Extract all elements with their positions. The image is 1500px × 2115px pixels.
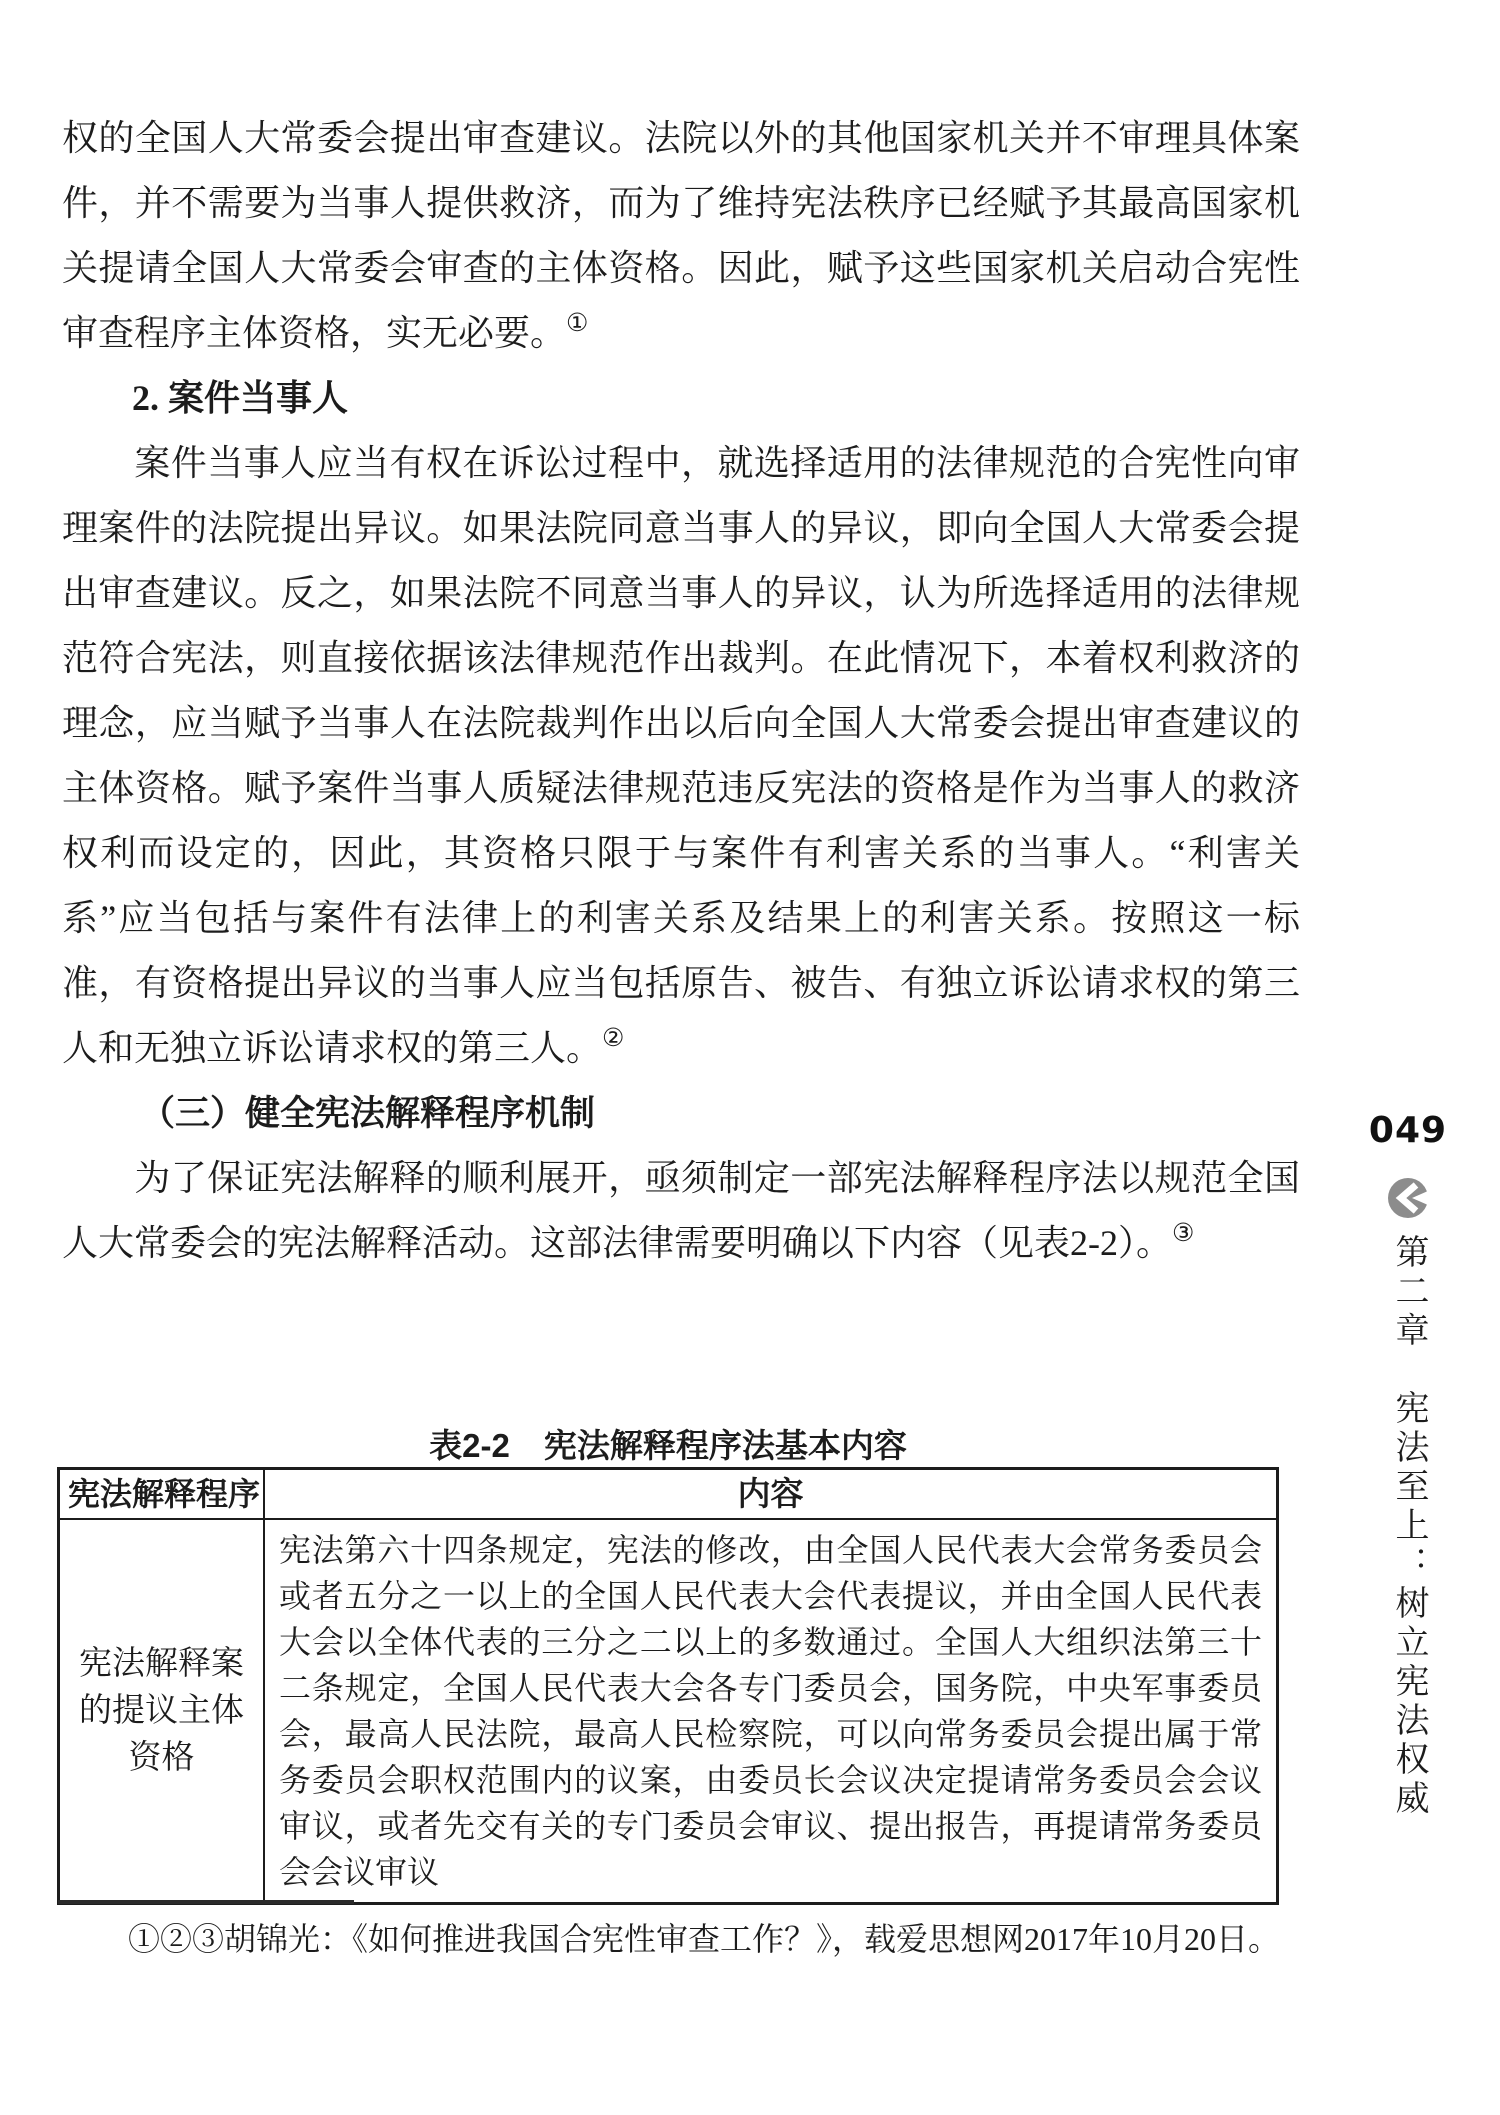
chapter-vertical-title: 第二章 宪法至上：树立宪法权威: [1390, 1233, 1427, 1819]
footnote-ref-1: ①: [566, 310, 589, 337]
table-caption-title: 宪法解释程序法基本内容: [543, 1427, 907, 1464]
table-block: [57, 1425, 1279, 1905]
paragraph-text: 权的全国人大常委会提出审查建议。法院以外的其他国家机关并不审理具体案件，并不需要为当事人提供救济，而为了维持宪法秩序已经赋予其最高国家机关提请全国人大常委会审查的主体资格。因此，赋予这些国家机关启动合宪性审查程序主体资格，实无必要。: [62, 118, 1300, 353]
paragraph: [62, 1146, 1300, 1276]
publisher-logo-icon: [1388, 1178, 1428, 1218]
page-margin-sidebar: [1368, 1112, 1448, 1826]
constitution-interpretation-table: [57, 1467, 1279, 1905]
table-row: [59, 1519, 1278, 1904]
paragraph-continuation: [62, 106, 1300, 366]
table-header-row: [59, 1469, 1278, 1520]
footnote-divider: [58, 1900, 354, 1904]
footnote-ref-3: ③: [1172, 1220, 1195, 1247]
section-heading: （三）健全宪法解释程序机制: [140, 1094, 596, 1133]
footnote-text: ①②③胡锦光：《如何推进我国合宪性审查工作？》，载爱思想网2017年10月20日。: [128, 1921, 1281, 1957]
content-cell: 宪法第六十四条规定，宪法的修改，由全国人民代表大会常务委员会或者五分之一以上的全国人民代表大会代表提议，并由全国人民代表大会以全体代表的三分之二以上的多数通过。全国人大组织法第三十二条规定，全国人民代表大会各专门委员会，国务院，中央军事委员会，最高人民法院，最高人民检察院，可以向常务委员会提出属于常务委员会职权范围内的议案，由委员长会议决定提请常务委员会会议审议，或者先交有关的专门委员会审议、提出报告，再提请常务委员会会议审议: [264, 1519, 1278, 1904]
paragraph-text: 案件当事人应当有权在诉讼过程中，就选择适用的法律规范的合宪性向审理案件的法院提出异议。如果法院同意当事人的异议，即向全国人大常委会提出审查建议。反之，如果法院不同意当事人的异议，认为所选择适用的法律规范符合宪法，则直接依据该法律规范作出裁判。在此情况下，本着权利救济的理念，应当赋予当事人在法院裁判作出以后向全国人大常委会提出审查建议的主体资格。赋予案件当事人质疑法律规范违反宪法的资格是作为当事人的救济权利而设定的，因此，其资格只限于与案件有利害关系的当事人。“利害关系”应当包括与案件有法律上的利害关系及结果上的利害关系。按照这一标准，有资格提出异议的当事人应当包括原告、被告、有独立诉讼请求权的第三人和无独立诉讼请求权的第三人。: [62, 443, 1300, 1068]
main-text-column: [62, 106, 1300, 1276]
footnote-ref-2: ②: [602, 1025, 625, 1052]
column-header-procedure: 宪法解释程序: [59, 1469, 265, 1520]
paragraph-text: 为了保证宪法解释的顺利展开，亟须制定一部宪法解释程序法以规范全国人大常委会的宪法解释活动。这部法律需要明确以下内容（见表2-2）。: [62, 1158, 1300, 1263]
table-caption: [57, 1425, 1279, 1467]
procedure-cell-text: 宪法解释案的提议主体资格: [79, 1645, 244, 1776]
numbered-subheading: 2. 案件当事人: [132, 378, 349, 418]
paragraph: [62, 431, 1300, 1081]
table-caption-number: 表2-2: [429, 1427, 510, 1464]
page-number: 049: [1368, 1110, 1448, 1151]
column-header-content: 内容: [264, 1469, 1278, 1520]
procedure-cell: [59, 1519, 265, 1904]
